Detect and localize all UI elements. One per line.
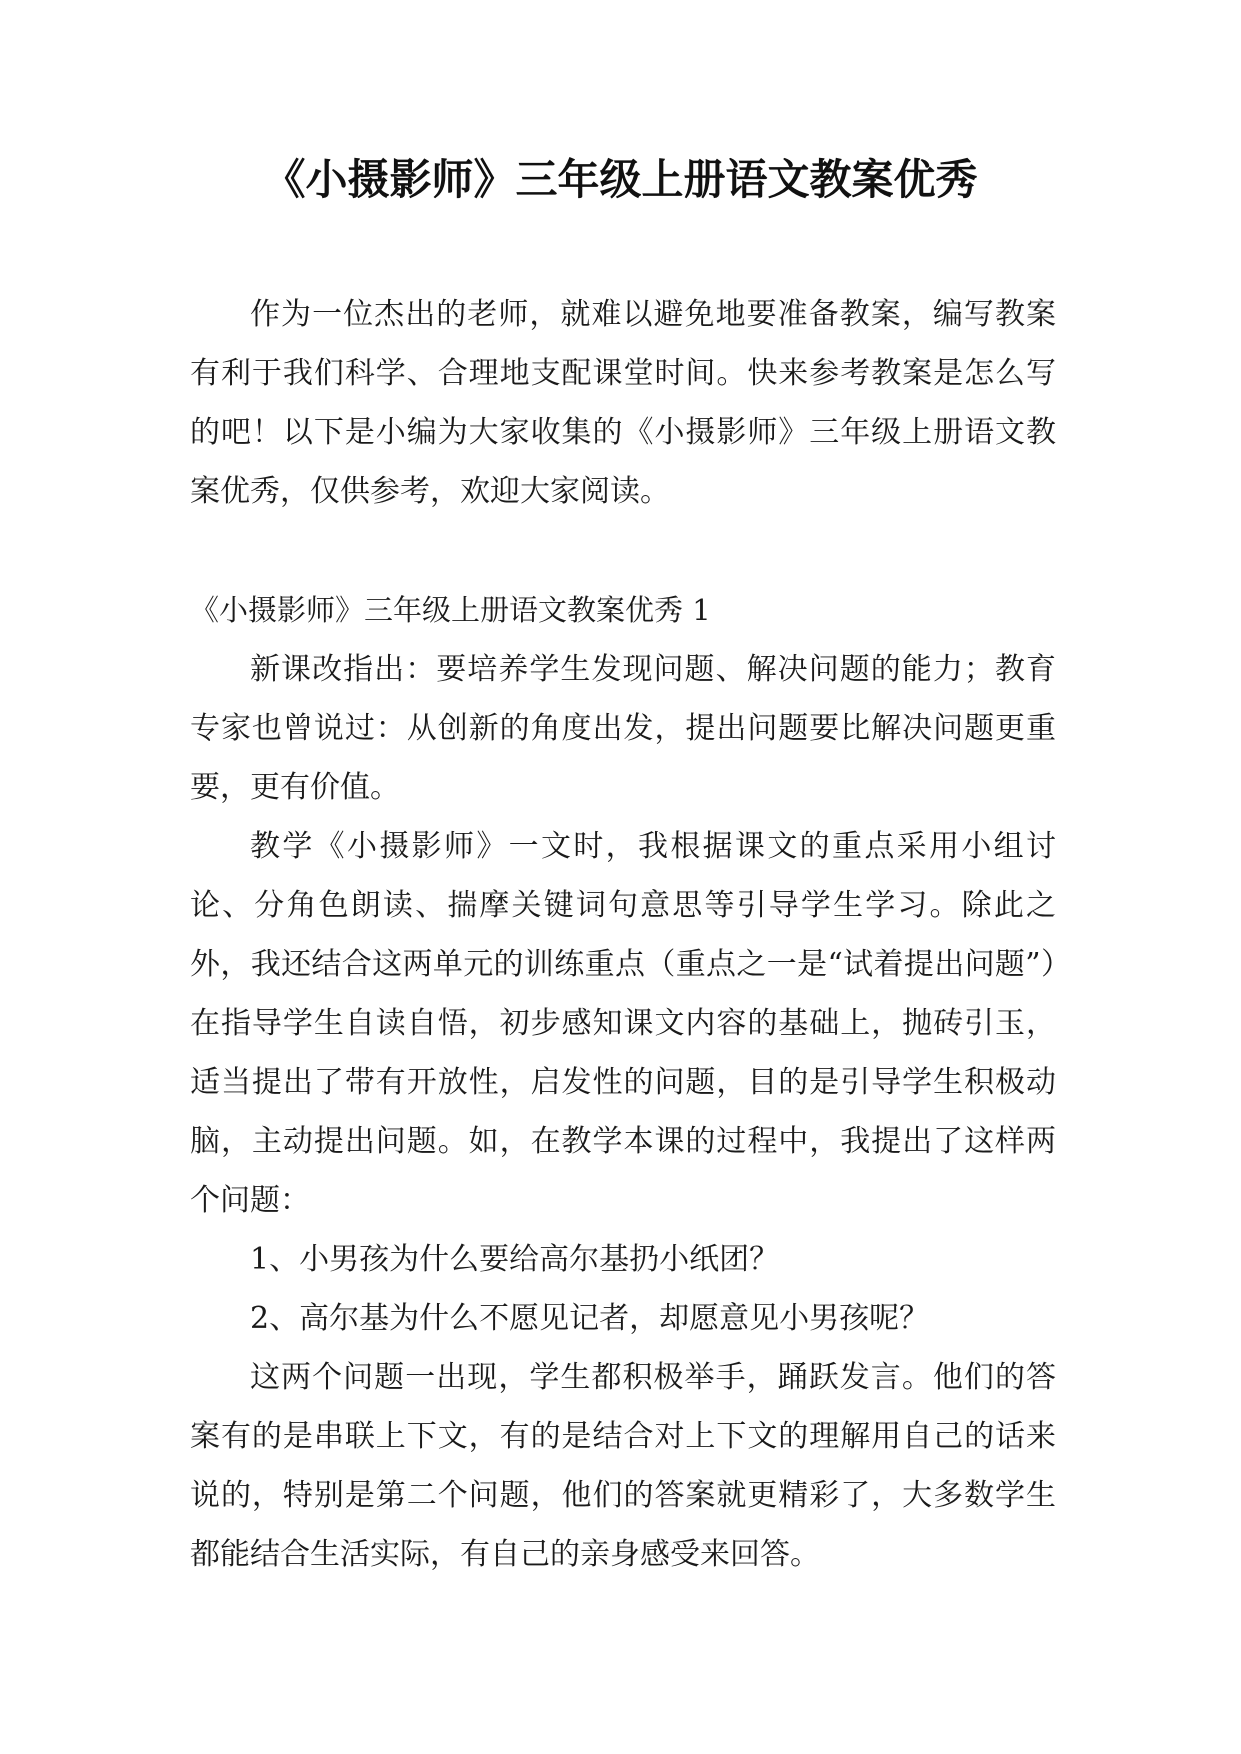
body-paragraph: 这两个问题一出现，学生都积极举手，踊跃发言。他们的答案有的是串联上下文，有的是结合对上下文的理解用自己的话来说的，特别是第二个问题，他们的答案就更精彩了，大多数学生都能结合生活实际，有自己的亲身感受来回答。 <box>190 1360 1056 1572</box>
section-heading: 《小摄影师》三年级上册语文教案优秀 1 <box>190 593 711 627</box>
paragraph-spacer <box>190 521 1056 581</box>
body-paragraph: 教学《小摄影师》一文时，我根据课文的重点采用小组讨论、分角色朗读、揣摩关键词句意思等引导学生学习。除此之外，我还结合这两单元的训练重点（重点之一是“试着提出问题”）在指导学生自读自悟，初步感知课文内容的基础上，抛砖引玉，适当提出了带有开放性，启发性的问题，目的是引导学生积极动脑，主动提出问题。如，在教学本课的过程中，我提出了这样两个问题： <box>190 829 1056 1218</box>
document-title: 《小摄影师》三年级上册语文教案优秀 <box>263 155 978 204</box>
body-paragraph: 新课改指出：要培养学生发现问题、解决问题的能力；教育专家也曾说过：从创新的角度出发，提出问题要比解决问题更重要，更有价值。 <box>190 652 1056 805</box>
question-item: 1、小男孩为什么要给高尔基扔小纸团？ <box>250 1242 780 1277</box>
intro-paragraph: 作为一位杰出的老师，就难以避免地要准备教案，编写教案有利于我们科学、合理地支配课堂时间。快来参考教案是怎么写的吧！以下是小编为大家收集的《小摄影师》三年级上册语文教案优秀，仅供参考，欢迎大家阅读。 <box>190 297 1056 509</box>
question-item: 2、高尔基为什么不愿见记者，却愿意见小男孩呢？ <box>250 1301 930 1336</box>
document-body <box>190 285 1056 1584</box>
